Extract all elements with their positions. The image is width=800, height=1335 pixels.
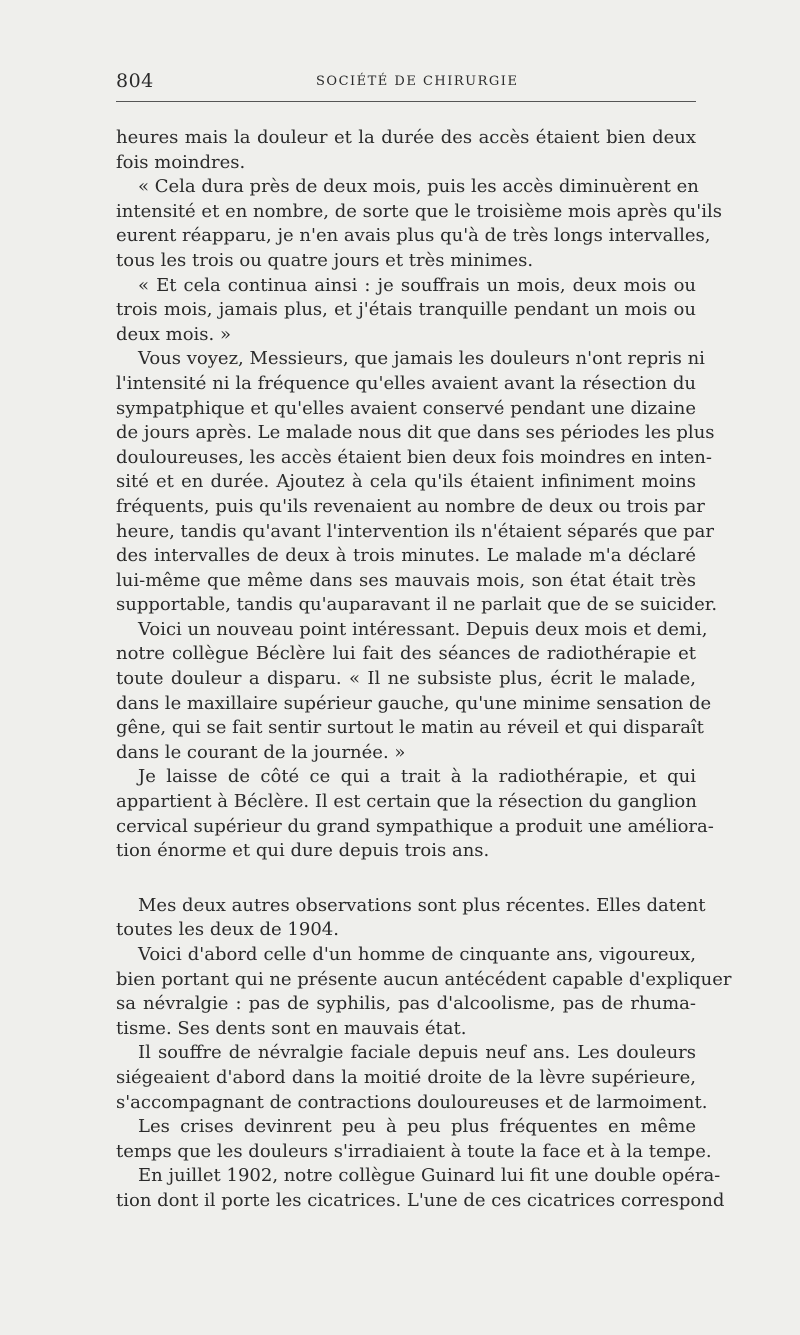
text-line: l'intensité ni la fréquence qu'elles avaient avant la résection du — [116, 372, 696, 394]
text-line: temps que les douleurs s'irradiaient à toute la face et à la tempe. — [116, 1140, 712, 1162]
text-line: heures mais la douleur et la durée des accès étaient bien deux — [116, 127, 696, 148]
text-line: sité et en durée. Ajoutez à cela qu'ils étaient infiniment moins — [116, 471, 696, 493]
text-line: toute douleur a disparu. « Il ne subsiste plus, écrit le malade, — [116, 668, 696, 690]
text-line: siégeaient d'abord dans la moitié droite de la lèvre supérieure, — [116, 1066, 696, 1088]
text-line: dans le courant de la journée. » — [116, 741, 406, 763]
text-line: En juillet 1902, notre collègue Guinard lui fit une double opéra- — [138, 1165, 721, 1187]
body-text — [116, 126, 732, 1214]
header-divider — [116, 101, 696, 102]
text-line: lui-même que même dans ses mauvais mois, son état était très — [116, 569, 696, 591]
text-line: des intervalles de deux à trois minutes. Le malade m'a déclaré — [116, 545, 696, 567]
text-line: intensité et en nombre, de sorte que le troisième mois après qu'ils — [116, 200, 722, 222]
text-line: notre collègue Béclère lui fait des séances de radiothérapie et — [116, 643, 696, 665]
text-line: tous les trois ou quatre jours et très minimes. — [116, 249, 534, 271]
text-line: sa névralgie : pas de syphilis, pas d'alcoolisme, pas de rhuma- — [116, 993, 696, 1015]
text-line: gêne, qui se fait sentir surtout le matin au réveil et qui disparaît — [116, 717, 704, 739]
text-line: Il souffre de névralgie faciale depuis neuf ans. Les douleurs — [138, 1042, 696, 1064]
running-title: SOCIÉTÉ DE CHIRURGIE — [316, 74, 519, 89]
text-line: Vous voyez, Messieurs, que jamais les douleurs n'ont repris ni — [138, 348, 705, 370]
text-line: tion énorme et qui dure depuis trois ans. — [116, 840, 490, 862]
text-line: supportable, tandis qu'auparavant il ne parlait que de se suicider. — [116, 594, 718, 616]
text-line: appartient à Béclère. Il est certain que la résection du ganglion — [116, 791, 697, 813]
text-line: Mes deux autres observations sont plus récentes. Elles datent — [138, 894, 706, 916]
text-line: heure, tandis qu'avant l'intervention ils n'étaient séparés que par — [116, 520, 714, 542]
text-line: Voici un nouveau point intéressant. Depuis deux mois et demi, — [138, 618, 708, 640]
text-line: de jours après. Le malade nous dit que dans ses périodes les plus — [116, 422, 715, 444]
text-line: tisme. Ses dents sont en mauvais état. — [116, 1017, 467, 1039]
text-line: trois mois, jamais plus, et j'étais tranquille pendant un mois ou — [116, 299, 696, 321]
text-line: « Et cela continua ainsi : je souffrais un mois, deux mois ou — [138, 274, 696, 296]
text-line: cervical supérieur du grand sympathique a produit une améliora- — [116, 815, 714, 837]
section-gap — [116, 864, 696, 894]
text-line: fréquents, puis qu'ils revenaient au nombre de deux ou trois par — [116, 495, 705, 517]
text-line: s'accompagnant de contractions douloureuses et de larmoiment. — [116, 1091, 708, 1113]
page-header — [116, 70, 696, 94]
text-line: Les crises devinrent peu à peu plus fréquentes en même — [138, 1116, 696, 1138]
text-line: deux mois. » — [116, 323, 231, 345]
page-number: 804 — [116, 70, 154, 92]
text-line: douloureuses, les accès étaient bien deux fois moindres en inten- — [116, 446, 712, 468]
text-line: bien portant qui ne présente aucun antécédent capable d'expliquer — [116, 968, 732, 990]
text-line: tion dont il porte les cicatrices. L'une de ces cicatrices correspond — [116, 1189, 725, 1211]
text-line: toutes les deux de 1904. — [116, 919, 339, 941]
text-line: sympatphique et qu'elles avaient conservé pendant une dizaine — [116, 397, 696, 419]
text-line: dans le maxillaire supérieur gauche, qu'une minime sensation de — [116, 692, 712, 714]
text-section-2 — [116, 894, 732, 1214]
text-line: « Cela dura près de deux mois, puis les accès diminuèrent en — [138, 176, 699, 198]
text-line: eurent réapparu, je n'en avais plus qu'à de très longs intervalles, — [116, 225, 711, 247]
text-section-1 — [116, 126, 722, 864]
text-line: Voici d'abord celle d'un homme de cinquante ans, vigoureux, — [138, 944, 696, 965]
text-line: fois moindres. — [116, 151, 246, 173]
text-line: Je laisse de côté ce qui a trait à la radiothérapie, et qui — [138, 766, 696, 788]
